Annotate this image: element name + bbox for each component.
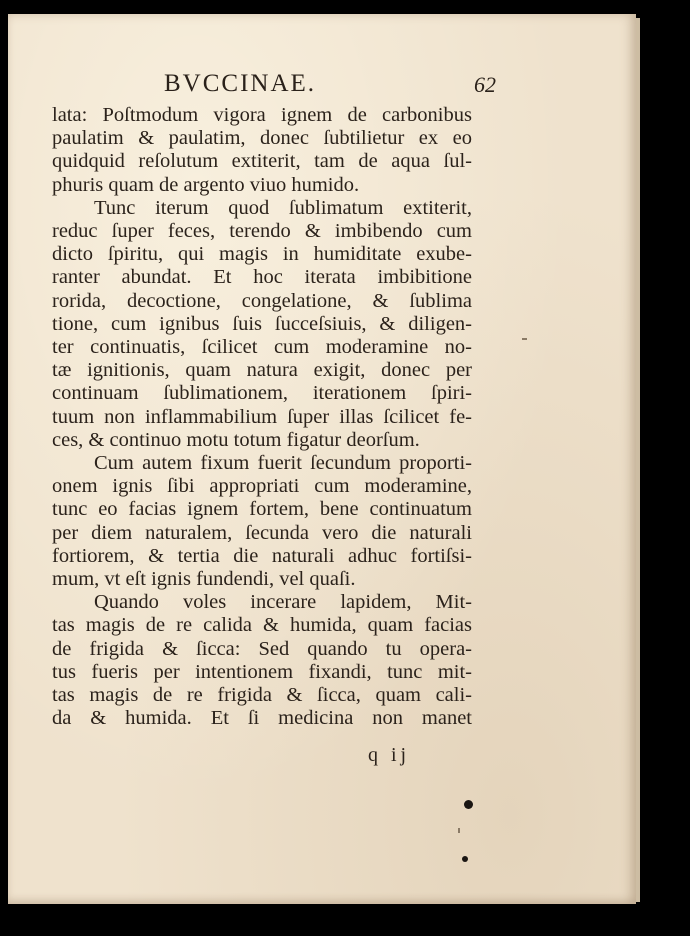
text-line: onem ignis ſibi appropriati cum moderamine,	[52, 475, 472, 498]
signature-mark: q ij	[368, 744, 411, 766]
margin-speck	[522, 338, 527, 340]
book-page	[8, 14, 636, 904]
paragraph-start: Tunc iterum quod ſublimatum extiterit,	[94, 196, 472, 219]
text-line: phuris quam de argento viuo humido.	[52, 173, 360, 196]
body-text	[52, 104, 472, 730]
text-line: de frigida & ſicca: Sed quando tu opera-	[52, 637, 472, 660]
text-line: tunc eo facias ignem fortem, bene continuatum	[52, 498, 472, 521]
text-line: fortiorem, & tertia die naturali adhuc fortiſsi-	[52, 544, 472, 567]
text-line: continuam ſublimationem, iterationem ſpiri-	[52, 382, 472, 405]
text-line: tuum non inflammabilium ſuper illas ſcilicet fe-	[52, 405, 472, 428]
text-line: ranter abundat. Et hoc iterata imbibitione	[52, 266, 472, 289]
text-line: lata: Poſtmodum vigora ignem de carbonibus	[52, 104, 472, 126]
text-line: tione, cum ignibus ſuis ſucceſsiuis, & diligen-	[52, 312, 472, 335]
text-line: tus fueris per intentionem fixandi, tunc mit-	[52, 660, 472, 683]
text-line: tæ ignitionis, quam natura exigit, donec per	[52, 359, 472, 382]
text-line: mum, vt eſt ignis fundendi, vel quaſi.	[52, 568, 356, 591]
text-line: tas magis de re calida & humida, quam facias	[52, 614, 472, 637]
running-head: BVCCINAE.	[164, 70, 317, 97]
paragraph-start: Cum autem fixum fuerit ſecundum proporti-	[94, 452, 472, 475]
text-line: reduc ſuper feces, terendo & imbibendo cum	[52, 220, 472, 243]
text-line: paulatim & paulatim, donec ſubtilietur ex eo	[52, 127, 472, 150]
paragraph-start: Quando voles incerare lapidem, Mit-	[94, 591, 472, 614]
text-line: quidquid reſolutum extiterit, tam de aqua ſul-	[52, 150, 472, 173]
ink-dot	[464, 800, 473, 809]
text-line: per diem naturalem, ſecunda vero die naturali	[52, 521, 472, 544]
text-line: rorida, decoctione, congelatione, & ſublima	[52, 289, 472, 312]
text-line: tas magis de re frigida & ſicca, quam cali-	[52, 684, 472, 707]
text-line: ces, & continuo motu totum figatur deorſum.	[52, 428, 420, 451]
margin-speck	[458, 828, 460, 833]
page-number: 62	[474, 72, 496, 97]
text-line: dicto ſpiritu, qui magis in humiditate exube-	[52, 243, 472, 266]
text-line: ter continuatis, ſcilicet cum moderamine no-	[52, 336, 472, 359]
page-header	[154, 70, 496, 104]
ink-dot	[462, 856, 468, 862]
text-line: da & humida. Et ſi medicina non manet	[52, 707, 472, 730]
